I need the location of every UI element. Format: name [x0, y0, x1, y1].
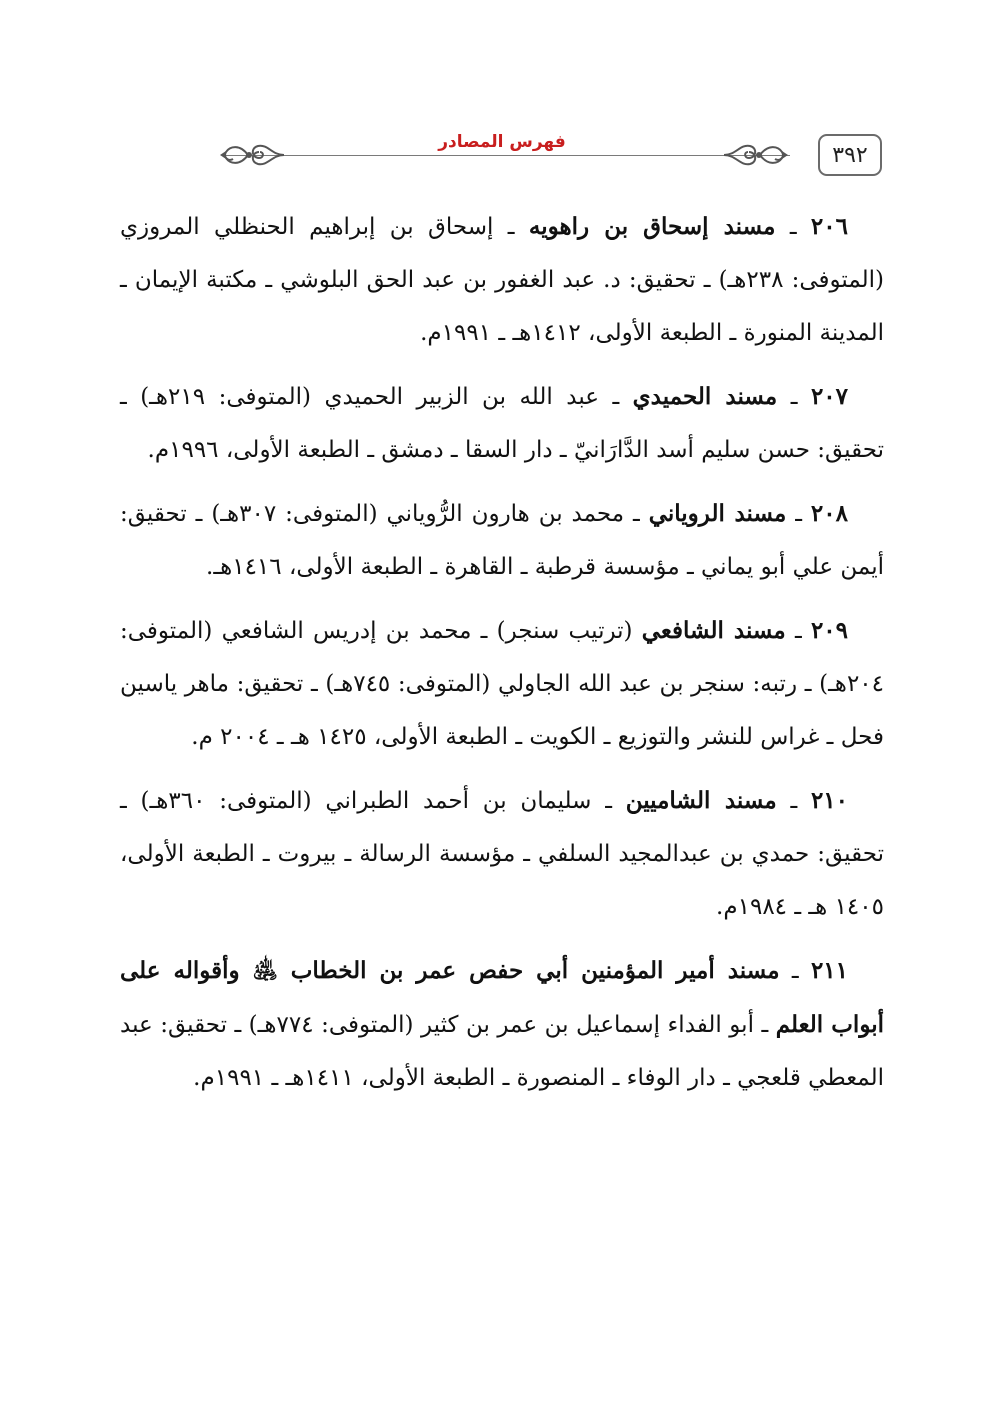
- entry-text: (ترتيب سنجر) ـ محمد بن إدريس الشافعي (المتوفى: ٢٠٤هـ) ـ رتبه: سنجر بن عبد الله الجاولي (المتوفى: ٧٤٥هـ) ـ تحقيق: ماهر ياسين فحل ـ غراس للنشر والتوزيع ـ الكويت ـ الطبعة الأولى، ١٤٢٥ هـ ـ ٢٠٠٤ م.: [120, 618, 884, 750]
- entry-text: ـ سليمان بن أحمد الطبراني (المتوفى: ٣٦٠هـ) ـ تحقيق: حمدي بن عبدالمجيد السلفي ـ مؤسسة الرسالة ـ بيروت ـ الطبعة الأولى، ١٤٠٥ هـ ـ ١٩٨٤م.: [120, 788, 884, 920]
- right-ornament-icon: [722, 138, 790, 172]
- entry-number: ٢٠٧: [810, 383, 848, 410]
- entry-title: مسند الروياني: [648, 500, 787, 527]
- entry-number: ٢٠٨: [810, 500, 848, 527]
- page-number: ٣٩٢: [818, 134, 882, 176]
- left-ornament-icon: [218, 138, 286, 172]
- entry-text: ـ أبو الفداء إسماعيل بن عمر بن كثير (المتوفى: ٧٧٤هـ) ـ تحقيق: عبد المعطي قلعجي ـ دار الوفاء ـ المنصورة ـ الطبعة الأولى، ١٤١١هـ ـ ١٩٩١م.: [120, 1012, 884, 1091]
- entry-number: ٢١٠: [810, 787, 849, 814]
- bibliography-entry: ٢١١ ـ مسند أمير المؤمنين أبي حفص عمر بن الخطاب ﵁ وأقواله على أبواب العلم ـ أبو الفداء إسماعيل بن عمر بن كثير (المتوفى: ٧٧٤هـ) ـ تحقيق: عبد المعطي قلعجي ـ دار الوفاء ـ المنصورة ـ الطبعة الأولى، ١٤١١هـ ـ ١٩٩١م.: [120, 957, 884, 1091]
- entry-title: مسند أمير المؤمنين أبي حفص عمر بن الخطاب ﵁ وأقواله على أبواب العلم: [120, 957, 884, 1038]
- entry-number: ٢١١: [810, 957, 848, 984]
- entry-number: ٢٠٦: [810, 213, 848, 240]
- page-header: [0, 0, 1004, 200]
- entry-text: ـ إسحاق بن إبراهيم الحنظلي المروزي (المتوفى: ٢٣٨هـ) ـ تحقيق: د. عبد الغفور بن عبد الحق البلوشي ـ مكتبة الإيمان ـ المدينة المنورة ـ الطبعة الأولى، ١٤١٢هـ ـ ١٩٩١م.: [120, 214, 885, 346]
- bibliography-entry: ٢١٠ ـ مسند الشاميين ـ سليمان بن أحمد الطبراني (المتوفى: ٣٦٠هـ) ـ تحقيق: حمدي بن عبدالمجيد السلفي ـ مؤسسة الرسالة ـ بيروت ـ الطبعة الأولى، ١٤٠٥ هـ ـ ١٩٨٤م.: [120, 787, 884, 920]
- header-title: فهرس المصادر: [380, 130, 624, 154]
- bibliography-entry: ٢٠٦ ـ مسند إسحاق بن راهويه ـ إسحاق بن إبراهيم الحنظلي المروزي (المتوفى: ٢٣٨هـ) ـ تحقيق: د. عبد الغفور بن عبد الحق البلوشي ـ مكتبة الإيمان ـ المدينة المنورة ـ الطبعة الأولى، ١٤١٢هـ ـ ١٩٩١م.: [120, 213, 885, 346]
- bibliography-list: [120, 200, 884, 1115]
- bibliography-entry: ٢٠٧ ـ مسند الحميدي ـ عبد الله بن الزبير الحميدي (المتوفى: ٢١٩هـ) ـ تحقيق: حسن سليم أسد الدَّارَانيّ ـ دار السقا ـ دمشق ـ الطبعة الأولى، ١٩٩٦م.: [120, 383, 884, 463]
- entry-text: ـ محمد بن هارون الرُّوياني (المتوفى: ٣٠٧هـ) ـ تحقيق: أيمن علي أبو يماني ـ مؤسسة قرطبة ـ القاهرة ـ الطبعة الأولى، ١٤١٦هـ.: [120, 501, 884, 580]
- bibliography-entry: ٢٠٩ ـ مسند الشافعي (ترتيب سنجر) ـ محمد بن إدريس الشافعي (المتوفى: ٢٠٤هـ) ـ رتبه: سنجر بن عبد الله الجاولي (المتوفى: ٧٤٥هـ) ـ تحقيق: ماهر ياسين فحل ـ غراس للنشر والتوزيع ـ الكويت ـ الطبعة الأولى، ١٤٢٥ هـ ـ ٢٠٠٤ م.: [120, 617, 884, 750]
- entry-title: مسند الحميدي: [632, 383, 778, 410]
- bibliography-entry: ٢٠٨ ـ مسند الروياني ـ محمد بن هارون الرُّوياني (المتوفى: ٣٠٧هـ) ـ تحقيق: أيمن علي أبو يماني ـ مؤسسة قرطبة ـ القاهرة ـ الطبعة الأولى، ١٤١٦هـ.: [120, 500, 884, 580]
- entry-title: مسند الشافعي: [641, 617, 786, 644]
- header-rule: [222, 155, 790, 156]
- entry-text: ـ عبد الله بن الزبير الحميدي (المتوفى: ٢١٩هـ) ـ تحقيق: حسن سليم أسد الدَّارَانيّ ـ دار السقا ـ دمشق ـ الطبعة الأولى، ١٩٩٦م.: [120, 384, 884, 463]
- entry-title: مسند الشاميين: [625, 787, 777, 814]
- entry-title: مسند إسحاق بن راهويه: [528, 213, 776, 240]
- entry-number: ٢٠٩: [810, 617, 848, 644]
